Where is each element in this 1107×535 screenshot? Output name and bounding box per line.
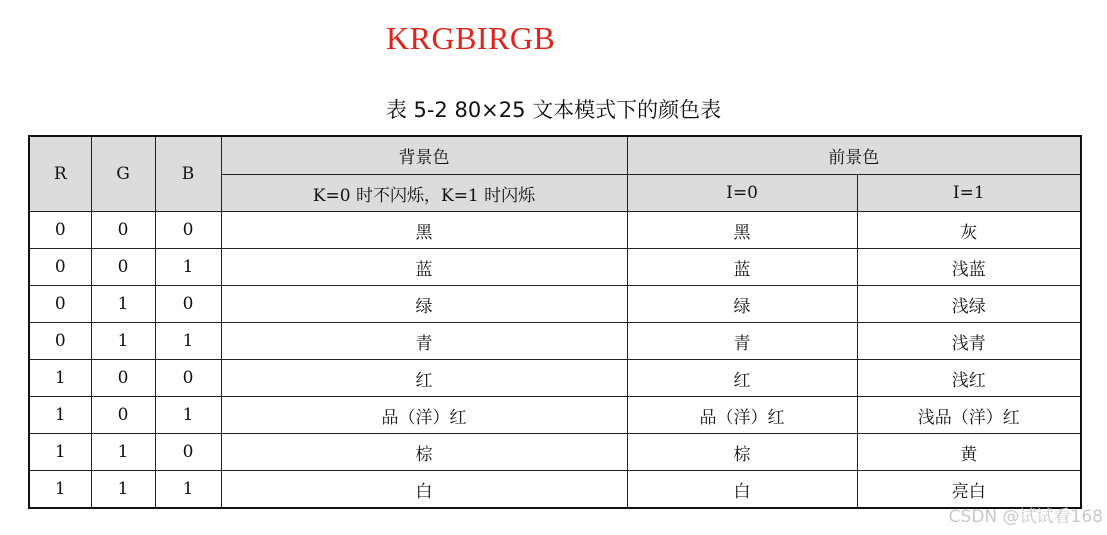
cell-fg-i0: 蓝 [627, 249, 857, 286]
watermark: CSDN @试试看168 [948, 507, 1103, 527]
cell-g: 1 [91, 434, 155, 471]
cell-g: 0 [91, 212, 155, 249]
cell-fg-i1: 浅绿 [857, 286, 1081, 323]
cell-fg-i1: 亮白 [857, 471, 1081, 509]
cell-fg-i1: 黄 [857, 434, 1081, 471]
cell-fg-i0: 黑 [627, 212, 857, 249]
table-row [29, 323, 1081, 360]
table-body [29, 212, 1081, 509]
cell-background: 红 [221, 360, 627, 397]
header-row-1 [29, 136, 1081, 175]
table-row [29, 286, 1081, 323]
cell-fg-i1: 浅青 [857, 323, 1081, 360]
header-g: G [91, 136, 155, 212]
table-row [29, 397, 1081, 434]
cell-r: 0 [29, 323, 91, 360]
table-header [29, 136, 1081, 212]
header-foreground-color: 前景色 [627, 136, 1081, 175]
header-r: R [29, 136, 91, 212]
header-fg-i1: I=1 [857, 175, 1081, 212]
table-row [29, 471, 1081, 509]
cell-fg-i1: 灰 [857, 212, 1081, 249]
cell-fg-i0: 青 [627, 323, 857, 360]
cell-b: 0 [155, 360, 221, 397]
cell-r: 1 [29, 434, 91, 471]
table-row [29, 249, 1081, 286]
cell-background: 白 [221, 471, 627, 509]
cell-b: 1 [155, 397, 221, 434]
cell-b: 0 [155, 286, 221, 323]
cell-g: 0 [91, 360, 155, 397]
cell-g: 0 [91, 397, 155, 434]
cell-b: 0 [155, 212, 221, 249]
cell-background: 品（洋）红 [221, 397, 627, 434]
cell-b: 1 [155, 323, 221, 360]
cell-r: 1 [29, 360, 91, 397]
cell-r: 1 [29, 397, 91, 434]
cell-background: 蓝 [221, 249, 627, 286]
red-title: KRGBIRGB [386, 20, 556, 56]
header-b: B [155, 136, 221, 212]
cell-background: 青 [221, 323, 627, 360]
cell-g: 1 [91, 323, 155, 360]
cell-background: 棕 [221, 434, 627, 471]
header-background-blink: K=0 时不闪烁，K=1 时闪烁 [221, 175, 627, 212]
table-caption: 表 5-2 80×25 文本模式下的颜色表 [385, 98, 722, 122]
cell-b: 1 [155, 471, 221, 509]
cell-r: 1 [29, 471, 91, 509]
table-row [29, 360, 1081, 397]
cell-fg-i0: 绿 [627, 286, 857, 323]
header-fg-i0: I=0 [627, 175, 857, 212]
cell-background: 黑 [221, 212, 627, 249]
table-row [29, 212, 1081, 249]
cell-fg-i1: 浅品（洋）红 [857, 397, 1081, 434]
cell-fg-i0: 品（洋）红 [627, 397, 857, 434]
cell-fg-i1: 浅蓝 [857, 249, 1081, 286]
cell-fg-i0: 红 [627, 360, 857, 397]
cell-g: 1 [91, 286, 155, 323]
table-row [29, 434, 1081, 471]
cell-fg-i1: 浅红 [857, 360, 1081, 397]
cell-r: 0 [29, 212, 91, 249]
color-table [28, 135, 1082, 509]
cell-r: 0 [29, 286, 91, 323]
cell-g: 0 [91, 249, 155, 286]
cell-background: 绿 [221, 286, 627, 323]
cell-fg-i0: 白 [627, 471, 857, 509]
cell-fg-i0: 棕 [627, 434, 857, 471]
cell-b: 0 [155, 434, 221, 471]
cell-g: 1 [91, 471, 155, 509]
header-background-color: 背景色 [221, 136, 627, 175]
cell-b: 1 [155, 249, 221, 286]
cell-r: 0 [29, 249, 91, 286]
